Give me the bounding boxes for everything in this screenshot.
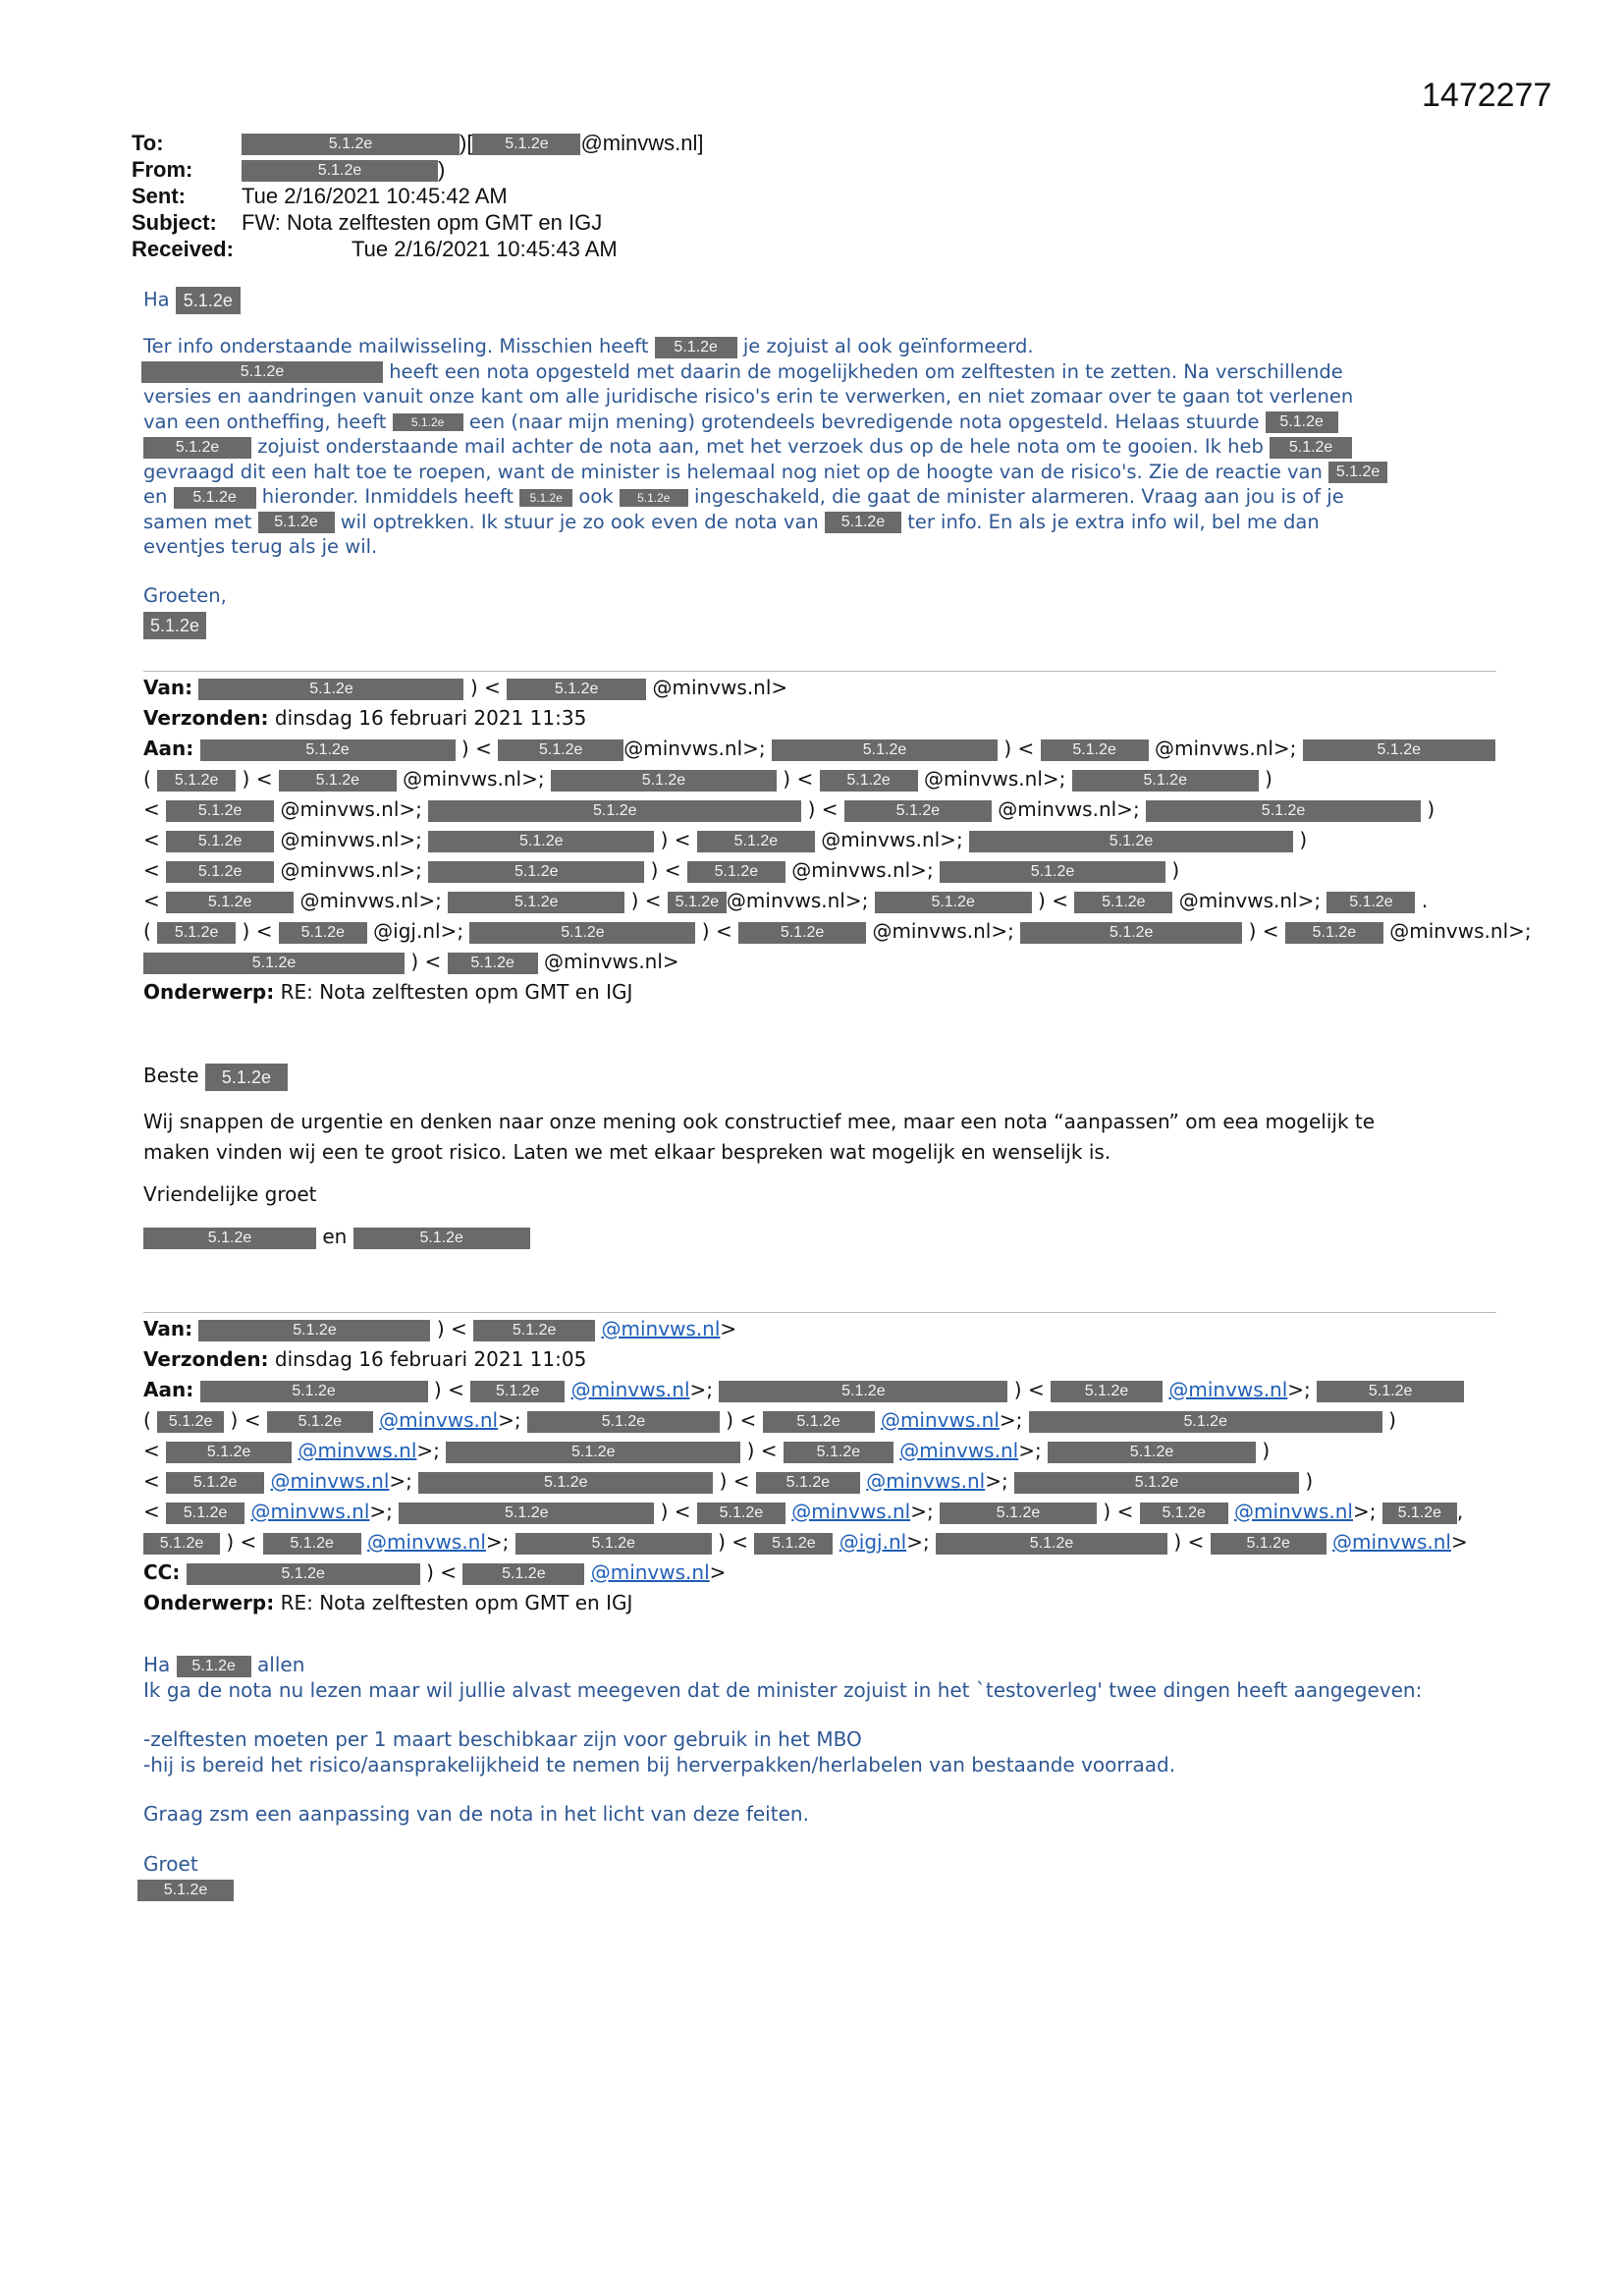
redaction-block: 5.1.2e (1285, 922, 1383, 944)
email-link[interactable]: @minvws.nl (379, 1408, 499, 1432)
redaction-block: 5.1.2e (763, 1411, 875, 1433)
to-domain: @minvws.nl] (580, 131, 704, 155)
email-link[interactable]: @minvws.nl (601, 1317, 721, 1340)
email-link[interactable]: @minvws.nl (270, 1469, 390, 1493)
redaction-block: 5.1.2e (198, 1320, 430, 1341)
redaction-block: 5.1.2e (472, 134, 580, 155)
redaction-block: 5.1.2e (620, 489, 688, 507)
aan-label: Aan: (143, 1378, 194, 1401)
paragraph-text: een (naar mijn mening) grotendeels bevredigende nota opgesteld. Helaas stuurde (468, 410, 1260, 433)
redaction-block: 5.1.2e (940, 1503, 1097, 1524)
redaction-block: 5.1.2e (1140, 1503, 1228, 1524)
redaction-block: 5.1.2e (143, 953, 405, 974)
email-domain: @minvws.nl>; (791, 858, 934, 882)
redaction-block: 5.1.2e (141, 361, 383, 383)
redaction-block: 5.1.2e (1211, 1533, 1326, 1555)
redaction-block: 5.1.2e (551, 770, 777, 792)
redaction-block: 5.1.2e (719, 1381, 1007, 1402)
onderwerp-value: RE: Nota zelftesten opm GMT en IGJ (280, 980, 633, 1004)
email-link[interactable]: @minvws.nl (1332, 1530, 1451, 1554)
redaction-block: 5.1.2e (187, 1563, 420, 1585)
email-link[interactable]: @minvws.nl (570, 1378, 690, 1401)
redaction-block: 5.1.2e (1270, 437, 1352, 459)
redaction-block: 5.1.2e (157, 1411, 224, 1433)
paragraph-text: gevraagd dit een halt toe te roepen, want de minister is helemaal nog niet op de hoogte van de risico's. Zie de reactie van (143, 460, 1323, 483)
redaction-block: 5.1.2e (166, 1472, 264, 1494)
redaction-block: 5.1.2e (655, 337, 737, 358)
redaction-block: 5.1.2e (157, 770, 236, 792)
email-domain: @minvws.nl>; (1389, 919, 1532, 943)
redaction-block: 5.1.2e (137, 1880, 234, 1901)
email-domain: @minvws.nl>; (726, 889, 869, 912)
email-link[interactable]: @minvws.nl (899, 1439, 1019, 1462)
redaction-block: 5.1.2e (267, 1411, 373, 1433)
email-domain: @minvws.nl> (652, 676, 788, 699)
redaction-block: 5.1.2e (507, 679, 646, 700)
greeting: Beste (143, 1064, 199, 1087)
paragraph-text: Ik ga de nota nu lezen maar wil jullie alvast meegeven dat de minister zojuist in het `testoverleg' twee dingen heeft aangegeven: (143, 1677, 1423, 1702)
paragraph-text: maken vinden wij een te groot risico. Laten we met elkaar bespreken wat mogelijk en wenselijk is. (143, 1140, 1111, 1164)
redaction-block: 5.1.2e (418, 1472, 713, 1494)
email-domain: @minvws.nl>; (1155, 737, 1297, 760)
redaction-block: 5.1.2e (1029, 1411, 1382, 1433)
message-3-body (143, 1653, 1498, 1902)
redaction-block: 5.1.2e (844, 800, 992, 822)
redaction-block: 5.1.2e (1020, 922, 1242, 944)
paragraph-text: ingeschakeld, die gaat de minister alarmeren. Vraag aan jou is of je (693, 485, 1344, 508)
paragraph-text: zojuist onderstaande mail achter de nota aan, met het verzoek dus op de hele nota om te gooien. Ik heb (257, 435, 1264, 458)
paragraph-text: en (143, 485, 168, 508)
onderwerp-label: Onderwerp: (143, 980, 275, 1004)
redaction-block: 5.1.2e (668, 892, 727, 913)
paragraph-text: Ter info onderstaande mailwisseling. Misschien heeft (143, 335, 649, 357)
redaction-block: 5.1.2e (242, 134, 460, 155)
paragraph-text: versies en aandringen vanuit onze kant om alle juridische risico's erin te verwerken, en niet zomaar over te gaan tot verlenen (143, 385, 1354, 408)
redaction-block: 5.1.2e (527, 1411, 720, 1433)
greeting: Ha (143, 288, 170, 311)
message-2-body (143, 1061, 1498, 1252)
redaction-block: 5.1.2e (1326, 892, 1415, 913)
van-label: Van: (143, 1317, 193, 1340)
redaction-block: 5.1.2e (469, 922, 695, 944)
email-link[interactable]: @minvws.nl (866, 1469, 986, 1493)
redaction-block: 5.1.2e (200, 739, 456, 761)
igj-link[interactable]: @igj.nl (839, 1530, 907, 1554)
redaction-block: 5.1.2e (515, 1533, 712, 1555)
redaction-block: 5.1.2e (166, 831, 274, 852)
email-domain: @minvws.nl>; (280, 797, 422, 821)
redaction-block: 5.1.2e (820, 770, 918, 792)
redaction-block: 5.1.2e (1146, 800, 1421, 822)
email-link[interactable]: @minvws.nl (1234, 1500, 1353, 1523)
message-3-header: Van: 5.1.2e ) < 5.1.2e @minvws.nl> Verzonden: dinsdag 16 februari 2021 11:05 Aan: 5.1.2e ) < 5.1.2e @minvws.nl>; 5.1.2e ) < 5.1.2e @minvws.nl>; 5.1.2e ( 5.1.2e ) < 5.1.2e @minvws.nl>; 5.1.2e ) < 5.1.2e @minvws.nl>; 5.1.2e ) < 5.1.2e @minvws.nl>; 5.1.2e ) < 5.1.2e @minvws.nl>; 5.1.2e ) < 5.1.2e @minvws.nl>; 5.1.2e ) < 5.1.2e @minvws.nl>; 5.1.2e ) < 5.1.2e @minvws.nl>; 5.1.2e ) < 5.1.2e @minvws.nl>; 5.1.2e ) < 5.1.2e @minvws.nl>; 5.1.2e , 5.1.2e ) < 5.1.2e @minvws.nl>; 5.1.2e ) < 5.1.2e @igj.nl>; 5.1.2e ) < 5.1.2e @minvws.nl> CC: 5.1.2e ) < 5.1.2e @minvws.nl> Onderwerp: RE: Nota zelftesten opm GMT en IGJ (143, 1317, 1468, 1614)
redaction-block: 5.1.2e (166, 861, 274, 883)
paragraph-text: hieronder. Inmiddels heeft (261, 485, 514, 508)
redaction-block: 5.1.2e (353, 1228, 530, 1249)
paragraph-text: heeft een nota opgesteld met daarin de mogelijkheden om zelftesten in te zetten. Na verschillende (389, 359, 1343, 383)
redaction-block: 5.1.2e (166, 1503, 244, 1524)
redaction-block: 5.1.2e (242, 160, 438, 182)
greeting: allen (257, 1653, 305, 1676)
onderwerp-value: RE: Nota zelftesten opm GMT en IGJ (280, 1591, 633, 1614)
redaction-block: 5.1.2e (1328, 462, 1387, 483)
paragraph-text: van een ontheffing, heeft (143, 410, 387, 433)
redaction-block: 5.1.2e (143, 1228, 316, 1249)
redaction-block: 5.1.2e (166, 1442, 292, 1463)
closing: Groet (143, 1851, 198, 1876)
email-domain: @minvws.nl>; (923, 767, 1066, 791)
redaction-block: 5.1.2e (143, 437, 251, 459)
paragraph-text: ook (578, 485, 614, 508)
sent-value: Tue 2/16/2021 10:45:42 AM (242, 184, 508, 208)
redaction-block: 5.1.2e (143, 1533, 220, 1555)
email-domain: @minvws.nl>; (821, 828, 963, 851)
email-link[interactable]: @minvws.nl (298, 1439, 417, 1462)
verzonden-value: dinsdag 16 februari 2021 11:35 (274, 706, 587, 730)
igj-domain: @igj.nl>; (373, 919, 464, 943)
redaction-block: 5.1.2e (198, 679, 463, 700)
redaction-block: 5.1.2e (393, 413, 463, 431)
redaction-block: 5.1.2e (1317, 1381, 1464, 1402)
email-domain: @minvws.nl>; (280, 828, 422, 851)
redaction-block: 5.1.2e (687, 861, 785, 883)
redaction-block: 5.1.2e (279, 922, 367, 944)
redaction-block: 5.1.2e (448, 953, 538, 974)
paragraph-text: Wij snappen de urgentie en denken naar onze mening ook constructief mee, maar een nota “aanpassen” om eea mogelijk te (143, 1110, 1376, 1133)
email-link[interactable]: @minvws.nl (590, 1560, 710, 1584)
redaction-block: 5.1.2e (448, 892, 624, 913)
redaction-block: 5.1.2e (399, 1503, 654, 1524)
redaction-block: 5.1.2e (166, 892, 294, 913)
redaction-block: 5.1.2e (738, 922, 866, 944)
redaction-block: 5.1.2e (1072, 770, 1259, 792)
redaction-block: 5.1.2e (428, 831, 654, 852)
received-value: Tue 2/16/2021 10:45:43 AM (352, 237, 618, 261)
closing: Groeten, (143, 583, 227, 607)
to-label: To: (132, 131, 164, 155)
paragraph-text: Graag zsm een aanpassing van de nota in het licht van deze feiten. (143, 1802, 809, 1826)
van-label: Van: (143, 676, 193, 699)
onderwerp-label: Onderwerp: (143, 1591, 275, 1614)
redaction-block: 5.1.2e (1266, 411, 1338, 433)
received-label: Received: (132, 237, 234, 261)
paragraph-text: samen met (143, 510, 252, 533)
redaction-block: 5.1.2e (166, 800, 274, 822)
verzonden-label: Verzonden: (143, 1347, 269, 1371)
email-domain: @minvws.nl>; (1178, 889, 1322, 912)
email-domain: @minvws.nl>; (299, 889, 442, 912)
redaction-block: 5.1.2e (784, 1442, 893, 1463)
redaction-block: 5.1.2e (428, 800, 801, 822)
redaction-block: 5.1.2e (157, 922, 236, 944)
signature-and: en (322, 1225, 348, 1248)
paragraph-text: eventjes terug als je wil. (143, 535, 378, 558)
paragraph-text: ter info. En als je extra info wil, bel me dan (907, 510, 1320, 533)
redaction-block: 5.1.2e (470, 1381, 565, 1402)
from-close: ) (438, 157, 446, 182)
message-2-header: Van: 5.1.2e ) < 5.1.2e @minvws.nl> Verzonden: dinsdag 16 februari 2021 11:35 Aan: 5.1.2e ) < 5.1.2e @minvws.nl>; 5.1.2e ) < 5.1.2e @minvws.nl>; 5.1.2e ( 5.1.2e ) < 5.1.2e @minvws.nl>; 5.1.2e ) < 5.1.2e @minvws.nl>; 5.1.2e ) < 5.1.2e @minvws.nl>; 5.1.2e ) < 5.1.2e @minvws.nl>; 5.1.2e ) < 5.1.2e @minvws.nl>; 5.1.2e ) < 5.1.2e @minvws.nl>; 5.1.2e ) < 5.1.2e @minvws.nl>; 5.1.2e ) < 5.1.2e @minvws.nl>; 5.1.2e ) < 5.1.2e @minvws.nl>; 5.1.2e ) < 5.1.2e @minvws.nl>; 5.1.2e ) < 5.1.2e @minvws.nl>; 5.1.2e . ( 5.1.2e ) < 5.1.2e @igj.nl>; 5.1.2e ) < 5.1.2e @minvws.nl>; 5.1.2e ) < 5.1.2e @minvws.nl>; 5.1.2e ) < 5.1.2e @minvws.nl> Onderwerp: RE: Nota zelftesten opm GMT en IGJ (143, 676, 1532, 1004)
paragraph-text: wil optrekken. Ik stuur je zo ook even de nota van (340, 510, 819, 533)
redaction-block: 5.1.2e (498, 739, 623, 761)
email-domain: @minvws.nl>; (403, 767, 545, 791)
redaction-block: 5.1.2e (143, 612, 206, 639)
redaction-block: 5.1.2e (940, 861, 1165, 883)
paragraph-text: je zojuist al ook geïnformeerd. (742, 335, 1034, 357)
redaction-block: 5.1.2e (174, 487, 256, 509)
email-link[interactable]: @minvws.nl (367, 1530, 486, 1554)
redaction-block: 5.1.2e (462, 1563, 584, 1585)
aan-label: Aan: (143, 737, 194, 760)
redaction-block: 5.1.2e (1048, 1442, 1256, 1463)
to-separator: )[ (460, 131, 473, 155)
redaction-block: 5.1.2e (1051, 1381, 1163, 1402)
redaction-block: 5.1.2e (1303, 739, 1495, 761)
bullet-text: -zelftesten moeten per 1 maart beschibkaar zijn voor gebruik in het MBO (143, 1727, 862, 1751)
bullet-text: -hij is bereid het risico/aansprakelijkheid te nemen bij herverpakken/herlabelen van bestaande voorraad. (143, 1752, 1176, 1777)
redaction-block: 5.1.2e (969, 831, 1293, 852)
redaction-block: 5.1.2e (825, 512, 901, 533)
document-number: 1472277 (1422, 77, 1552, 114)
redaction-block: 5.1.2e (279, 770, 397, 792)
redaction-block: 5.1.2e (258, 512, 335, 533)
email-domain: @minvws.nl>; (623, 737, 766, 760)
separator-line (143, 1312, 1496, 1313)
redaction-block: 5.1.2e (936, 1533, 1167, 1555)
email-link[interactable]: @minvws.nl (250, 1500, 370, 1523)
redaction-block: 5.1.2e (428, 861, 644, 883)
redaction-block: 5.1.2e (754, 1533, 833, 1555)
subject-label: Subject: (132, 210, 217, 235)
redaction-block: 5.1.2e (1382, 1503, 1457, 1524)
email-link[interactable]: @minvws.nl (791, 1500, 911, 1523)
redaction-block: 5.1.2e (1074, 892, 1172, 913)
redaction-block: 5.1.2e (519, 489, 572, 507)
redaction-block: 5.1.2e (446, 1442, 740, 1463)
email-link[interactable]: @minvws.nl (1168, 1378, 1288, 1401)
redaction-block: 5.1.2e (756, 1472, 860, 1494)
redaction-block: 5.1.2e (697, 831, 815, 852)
separator-line (143, 671, 1496, 672)
verzonden-label: Verzonden: (143, 706, 269, 730)
closing: Vriendelijke groet (143, 1182, 317, 1206)
redaction-block: 5.1.2e (200, 1381, 428, 1402)
email-domain: @minvws.nl> (544, 950, 679, 973)
redaction-block: 5.1.2e (473, 1320, 595, 1341)
cc-label: CC: (143, 1560, 181, 1584)
redaction-block: 5.1.2e (263, 1533, 361, 1555)
redaction-block: 5.1.2e (875, 892, 1032, 913)
subject-value: FW: Nota zelftesten opm GMT en IGJ (242, 210, 603, 235)
redaction-block: 5.1.2e (176, 287, 241, 314)
verzonden-value: dinsdag 16 februari 2021 11:05 (274, 1347, 587, 1371)
redaction-block: 5.1.2e (1014, 1472, 1299, 1494)
redaction-block: 5.1.2e (697, 1503, 785, 1524)
email-domain: @minvws.nl>; (872, 919, 1014, 943)
message-1-body (143, 287, 1498, 639)
email-link[interactable]: @minvws.nl (880, 1408, 1000, 1432)
redaction-block: 5.1.2e (772, 739, 998, 761)
redaction-block: 5.1.2e (177, 1656, 251, 1677)
sent-label: Sent: (132, 184, 186, 208)
email-domain: @minvws.nl>; (280, 858, 422, 882)
redaction-block: 5.1.2e (1041, 739, 1149, 761)
from-label: From: (132, 157, 193, 182)
redaction-block: 5.1.2e (205, 1064, 288, 1091)
greeting: Ha (143, 1653, 171, 1676)
email-domain: @minvws.nl>; (998, 797, 1140, 821)
